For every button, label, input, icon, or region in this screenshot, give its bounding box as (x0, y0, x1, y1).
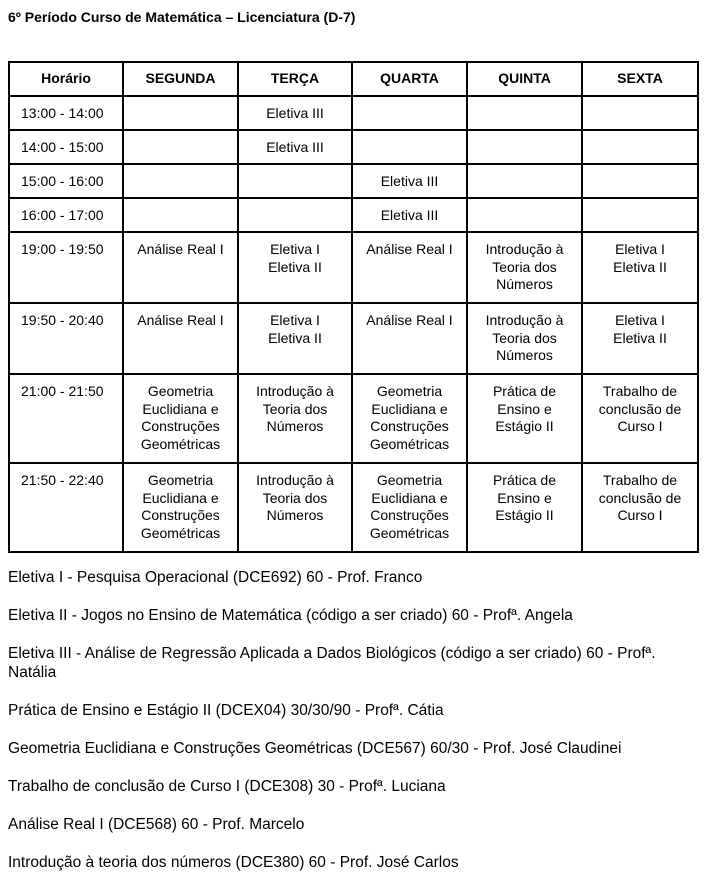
class-cell-line: Geometria (147, 383, 214, 399)
class-cell-quinta (467, 130, 582, 164)
course-note: Eletiva II - Jogos no Ensino de Matemática (código a ser criado) 60 - Profª. Angela (8, 607, 573, 624)
class-cell-line: Euclidiana e (371, 489, 448, 506)
class-cell-line: Geométricas (369, 524, 450, 541)
class-cell-quarta (352, 96, 467, 130)
class-cell-line: Geometria (376, 472, 443, 488)
class-cell-line: Curso I (617, 418, 663, 434)
class-cell-terca (238, 232, 352, 303)
class-cell-line: Eletiva I (615, 312, 665, 328)
class-cell-sexta (582, 374, 698, 463)
course-note: Introdução à teoria dos números (DCE380) 60 - Prof. José Carlos (8, 853, 459, 871)
class-cell-terca (238, 130, 352, 164)
course-note: Trabalho de conclusão de Curso I (DCE308) 30 - Profª. Luciana (8, 777, 446, 795)
class-cell-segunda (123, 198, 238, 232)
class-cell-line: Construções (370, 507, 449, 523)
header-sexta: SEXTA (582, 62, 698, 96)
class-cell-sexta (582, 303, 698, 374)
class-cell-line: Curso I (617, 507, 663, 523)
time-slot-cell: 19:00 - 19:50 (9, 232, 123, 303)
class-cell-quinta (467, 96, 582, 130)
course-note: Eletiva I - Pesquisa Operacional (DCE692) 60 - Prof. Franco (8, 569, 423, 586)
class-cell-terca (238, 374, 352, 463)
class-cell-quarta (352, 198, 467, 232)
time-slot-cell: 21:00 - 21:50 (9, 374, 123, 463)
time-slot-cell: 19:50 - 20:40 (9, 303, 123, 374)
class-cell-line: Eletiva I (270, 241, 320, 257)
time-slot-cell: 21:50 - 22:40 (9, 463, 123, 552)
class-cell-sexta (582, 232, 698, 303)
schedule-row (9, 463, 698, 552)
schedule-row (9, 198, 698, 232)
class-cell-quinta (467, 198, 582, 232)
class-cell-line: Trabalho de (602, 383, 678, 399)
schedule-row (9, 374, 698, 463)
class-cell-line: Eletiva II (613, 258, 667, 275)
class-cell-line: Trabalho de (602, 472, 678, 488)
class-cell-terca (238, 198, 352, 232)
header-quinta: QUINTA (467, 62, 582, 96)
schedule-body (9, 96, 698, 552)
course-note: Análise Real I (DCE568) 60 - Prof. Marcelo (8, 815, 305, 833)
class-cell-line: Eletiva II (268, 329, 322, 346)
class-cell-line: Introdução à (485, 312, 564, 328)
class-cell-segunda (123, 303, 238, 374)
class-cell-line: Geométricas (140, 435, 221, 452)
class-cell-terca (238, 96, 352, 130)
class-cell-line: Estágio II (495, 507, 554, 523)
header-terca: TERÇA (238, 62, 352, 96)
class-cell-quinta (467, 232, 582, 303)
class-cell-line: Eletiva II (613, 329, 667, 346)
class-cell-sexta (582, 164, 698, 198)
class-cell-line: Teoria dos (492, 329, 557, 346)
class-cell-line: Eletiva I (615, 241, 665, 257)
schedule-row (9, 164, 698, 198)
class-cell-line: Geometria (376, 383, 443, 399)
class-cell-quarta (352, 130, 467, 164)
class-cell-line: Construções (141, 418, 220, 434)
time-slot-cell: 16:00 - 17:00 (9, 198, 123, 232)
schedule-row (9, 232, 698, 303)
class-cell-segunda (123, 130, 238, 164)
class-cell-quarta (352, 303, 467, 374)
time-slot-cell: 15:00 - 16:00 (9, 164, 123, 198)
class-cell-line: Construções (141, 507, 220, 523)
header-segunda: SEGUNDA (123, 62, 238, 96)
class-cell-quarta (352, 164, 467, 198)
class-cell-quarta (352, 374, 467, 463)
class-cell-line: Análise Real I (366, 312, 453, 328)
class-cell-line: Introdução à (485, 241, 564, 257)
class-cell-line: Construções (370, 418, 449, 434)
class-cell-terca (238, 164, 352, 198)
class-cell-line: Ensino e (497, 489, 552, 506)
class-cell-line: Eletiva I (270, 312, 320, 328)
class-cell-quinta (467, 463, 582, 552)
class-cell-line: Eletiva III (380, 173, 439, 189)
class-cell-sexta (582, 198, 698, 232)
schedule-table (8, 61, 699, 553)
class-cell-line: Euclidiana e (142, 400, 219, 417)
class-cell-line: Prática de (492, 383, 557, 399)
class-cell-terca (238, 303, 352, 374)
class-cell-quarta (352, 232, 467, 303)
class-cell-line: Estágio II (495, 418, 554, 434)
class-cell-line: Eletiva III (380, 207, 439, 223)
class-cell-segunda (123, 232, 238, 303)
class-cell-line: Teoria dos (492, 258, 557, 275)
class-cell-line: Ensino e (497, 400, 552, 417)
class-cell-line: Geométricas (369, 435, 450, 452)
course-note: Prática de Ensino e Estágio II (DCEX04) 30/30/90 - Profª. Cátia (8, 701, 444, 719)
schedule-row (9, 303, 698, 374)
class-cell-line: Números (496, 276, 553, 292)
class-cell-sexta (582, 96, 698, 130)
page-title: 6º Período Curso de Matemática – Licenciatura (D-7) (8, 9, 356, 25)
class-cell-line: Números (266, 507, 324, 523)
class-cell-line: Euclidiana e (371, 400, 448, 417)
class-cell-line: conclusão de (598, 400, 682, 417)
class-cell-line: Análise Real I (366, 241, 453, 257)
class-cell-line: Geométricas (140, 524, 221, 541)
class-cell-line: Geometria (147, 472, 214, 488)
class-cell-line: conclusão de (598, 489, 682, 506)
class-cell-quinta (467, 374, 582, 463)
course-note: Geometria Euclidiana e Construções Geométricas (DCE567) 60/30 - Prof. José Claudinei (8, 739, 622, 757)
class-cell-line: Análise Real I (137, 241, 224, 257)
course-note: Eletiva III - Análise de Regressão Aplicada a Dados Biológicos (código a ser criado) 60 - Profª. Natália (8, 645, 656, 681)
class-cell-line: Eletiva III (266, 105, 324, 121)
schedule-row (9, 96, 698, 130)
class-cell-sexta (582, 130, 698, 164)
class-cell-line: Euclidiana e (142, 489, 219, 506)
header-quarta: QUARTA (352, 62, 467, 96)
class-cell-line: Eletiva III (266, 139, 324, 155)
class-cell-line: Introdução à (256, 383, 334, 399)
class-cell-line: Introdução à (256, 472, 334, 488)
schedule-header-row (9, 62, 698, 96)
time-slot-cell: 14:00 - 15:00 (9, 130, 123, 164)
class-cell-quinta (467, 303, 582, 374)
header-horario: Horário (9, 62, 123, 96)
class-cell-line: Teoria dos (262, 489, 328, 506)
schedule-row (9, 130, 698, 164)
class-cell-segunda (123, 463, 238, 552)
time-slot-cell: 13:00 - 14:00 (9, 96, 123, 130)
class-cell-line: Números (266, 418, 324, 434)
class-cell-line: Eletiva II (268, 258, 322, 275)
class-cell-segunda (123, 96, 238, 130)
class-cell-terca (238, 463, 352, 552)
class-cell-line: Números (496, 347, 553, 363)
class-cell-quinta (467, 164, 582, 198)
class-cell-line: Teoria dos (262, 400, 328, 417)
class-cell-segunda (123, 374, 238, 463)
course-notes (8, 569, 698, 892)
class-cell-quarta (352, 463, 467, 552)
class-cell-sexta (582, 463, 698, 552)
class-cell-line: Prática de (492, 472, 557, 488)
class-cell-segunda (123, 164, 238, 198)
class-cell-line: Análise Real I (137, 312, 224, 328)
